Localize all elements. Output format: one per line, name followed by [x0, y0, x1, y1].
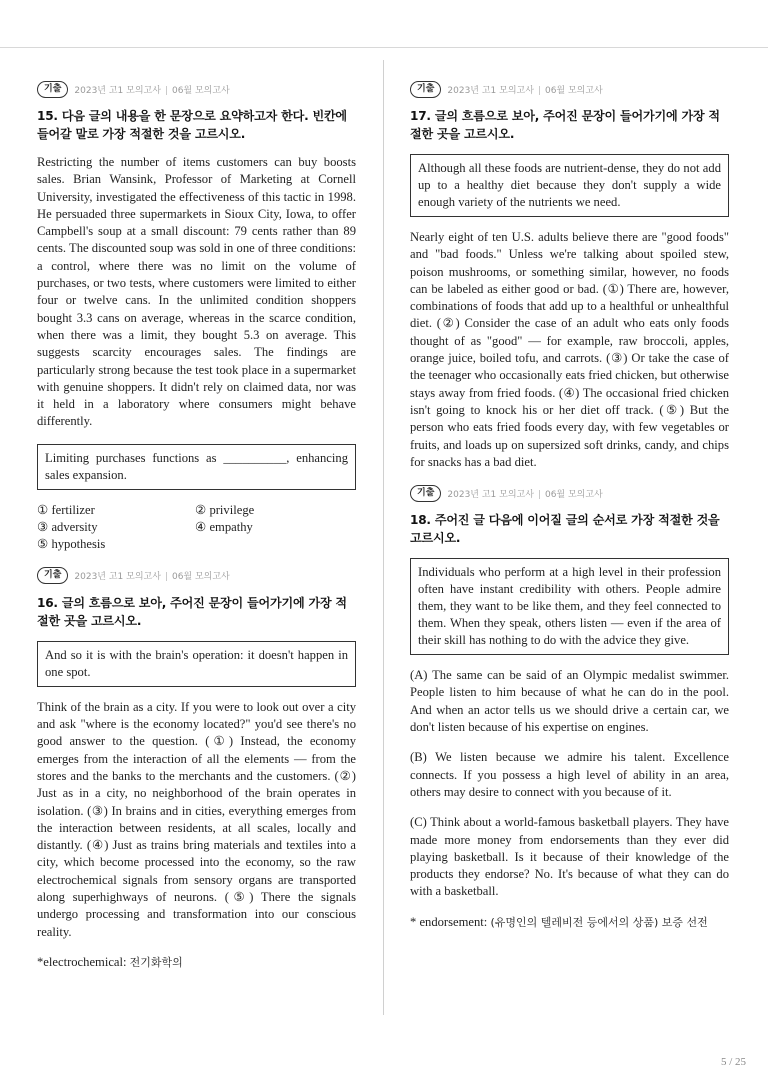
option-4[interactable]: ④ empathy	[195, 519, 253, 534]
paragraph-c: (C) Think about a world-famous basketball players. They have made more money from endorsements than they ever did playing basketball. Is it because of their knowledge of the products they endorse? No. It's because of what they can do with a basketball.	[410, 815, 729, 899]
question-passage: Nearly eight of ten U.S. adults believe there are "good foods" and "bad foods." Unless we're talking about spoiled stew, poison mushrooms, or something similar, however, no foods can be labeled as either good or bad. (①) There are, however, combinations of foods that add up to a healthful or unhealthful diet. (②) Consider the case of an adult who eats only foods thought of as "good" — for example, raw broccoli, apples, orange juice, boiled tofu, and carrots. (③) Or take the case of the teenager who occasionally eats fried chicken, but otherwise stays away from fried foods. (④) The occasional fried chicken isn't going to knock his or her diet off track. (⑤) But the person who eats fried foods every day, with few vegetables or fruits, and loads up on supersized soft drinks, candy, and chips for snacks has a bad diet.	[410, 230, 729, 469]
exam-month: 06월 모의고사	[171, 572, 230, 583]
past-exam-badge: 기출	[410, 485, 441, 502]
exam-month: 06월 모의고사	[544, 489, 603, 500]
question-title: 16. 글의 흐름으로 보아, 주어진 문장이 들어가기에 가장 적절한 곳을 고르시오.	[37, 595, 347, 628]
exam-year: 2023년 고1 모의고사	[74, 85, 161, 96]
footnote	[37, 954, 356, 971]
question-18	[410, 484, 729, 931]
footnote-term: * endorsement:	[410, 914, 491, 929]
question-tag	[37, 80, 356, 98]
past-exam-badge: 기출	[410, 81, 441, 98]
paragraph-a: (A) The same can be said of an Olympic medalist swimmer. People listen to him because of what he can do in the pool. And when an actor tells us we should drive a certain car, we don't listen because of his expertise on engines.	[410, 668, 729, 735]
exam-source: 2023년 고1 모의고사 | 06월 모의고사	[74, 572, 230, 583]
footnote-term: *electrochemical:	[37, 954, 130, 969]
footnote	[410, 914, 729, 931]
question-17	[410, 80, 729, 471]
footnote-gloss: 전기화학의	[129, 955, 183, 969]
option-3[interactable]: ③ adversity	[37, 519, 98, 534]
past-exam-badge: 기출	[37, 567, 68, 584]
exam-month: 06월 모의고사	[171, 85, 230, 96]
question-16	[37, 567, 356, 971]
option-1[interactable]: ① fertilizer	[37, 502, 95, 517]
question-title: 18. 주어진 글 다음에 이어질 글의 순서로 가장 적절한 것을 고르시오.	[410, 513, 720, 546]
exam-year: 2023년 고1 모의고사	[447, 85, 534, 96]
question-title: 15. 다음 글의 내용을 한 문장으로 요약하고자 한다. 빈칸에 들어갈 말로 가장 적절한 것을 고르시오.	[37, 109, 347, 141]
question-tag	[410, 484, 729, 502]
exam-source: 2023년 고1 모의고사 | 06월 모의고사	[74, 85, 230, 96]
left-column	[37, 80, 356, 971]
footnote-gloss: (유명인의 텔레비전 등에서의 상품) 보증 선전	[490, 915, 708, 929]
exam-source: 2023년 고1 모의고사 | 06월 모의고사	[447, 489, 603, 500]
past-exam-badge: 기출	[37, 81, 68, 98]
question-tag	[37, 567, 356, 585]
exam-month: 06월 모의고사	[544, 85, 603, 96]
question-tag	[410, 80, 729, 98]
header-rule	[0, 47, 768, 48]
exam-year: 2023년 고1 모의고사	[447, 489, 534, 500]
page-number: 5 / 25	[720, 1056, 746, 1068]
question-passage: Restricting the number of items customers can buy boosts sales. Brian Wansink, Professor of Marketing at Cornell University, investigated the effectiveness of this tactic in 1998. He persuaded three supermarkets in Sioux City, Iowa, to offer Campbell's soup at a small discount: 79 cents rather than 89 cents. The discounted soup was sold in one of three conditions: a control, where there was no limit on the volume of purchases, or two tests, where customers were limited to either four or twelve cans. In the unlimited condition shoppers bought 3.3 cans on average, whereas in the scarce condition, when there was a limit, they bought 5.3 on average. This suggests scarcity encourages sales. The findings are particularly strong because the test took place in a supermarket with genuine shoppers. It didn't rely on claimed data, nor was it held in a laboratory where consumers might behave differently.	[37, 155, 356, 429]
exam-year: 2023년 고1 모의고사	[74, 572, 161, 583]
exam-source: 2023년 고1 모의고사 | 06월 모의고사	[447, 85, 603, 96]
paragraph-b: (B) We listen because we admire his talent. Excellence connects. If you possess a high level of ability in an area, others may desire to connect with you because of it.	[410, 750, 729, 799]
answer-options	[37, 502, 356, 553]
right-column	[410, 80, 729, 931]
summary-box: Limiting purchases functions as __________, enhancing sales expansion.	[37, 444, 356, 490]
given-sentence-box: And so it is with the brain's operation: it doesn't happen in one spot.	[37, 641, 356, 687]
option-2[interactable]: ② privilege	[195, 502, 255, 517]
given-passage-box: Individuals who perform at a high level in their profession often have instant credibility with others. People admire them, they want to be like them, and they feel connected to them. When they speak, others listen — even if the area of their skill has nothing to do with the advice they give.	[410, 558, 729, 655]
column-divider	[383, 60, 384, 1015]
option-5[interactable]: ⑤ hypothesis	[37, 536, 106, 551]
given-sentence-box: Although all these foods are nutrient-dense, they do not add up to a healthy diet because they don't supply a wide enough variety of the nutrients we need.	[410, 154, 729, 217]
question-passage: Think of the brain as a city. If you were to look out over a city and ask "where is the economy located?" you'd see there's no good answer to the question. (①) Instead, the economy emerges from the interaction of all the elements — from the stores and the banks to the merchants and the customers. (②) Just as in a city, no neighborhood of the brain operates in isolation. (③) In brains and in cities, everything emerges from the interaction between residents, at all scales, locally and distantly. (④) Just as trains bring materials and textiles into a city, which become processed into the economy, so the raw electrochemical signals from sensory organs are transported along superhighways of neurons. (⑤) There the signals undergo processing and transformation into our conscious reality.	[37, 699, 356, 939]
question-15	[37, 80, 356, 553]
question-title: 17. 글의 흐름으로 보아, 주어진 문장이 들어가기에 가장 적절한 곳을 고르시오.	[410, 109, 720, 141]
